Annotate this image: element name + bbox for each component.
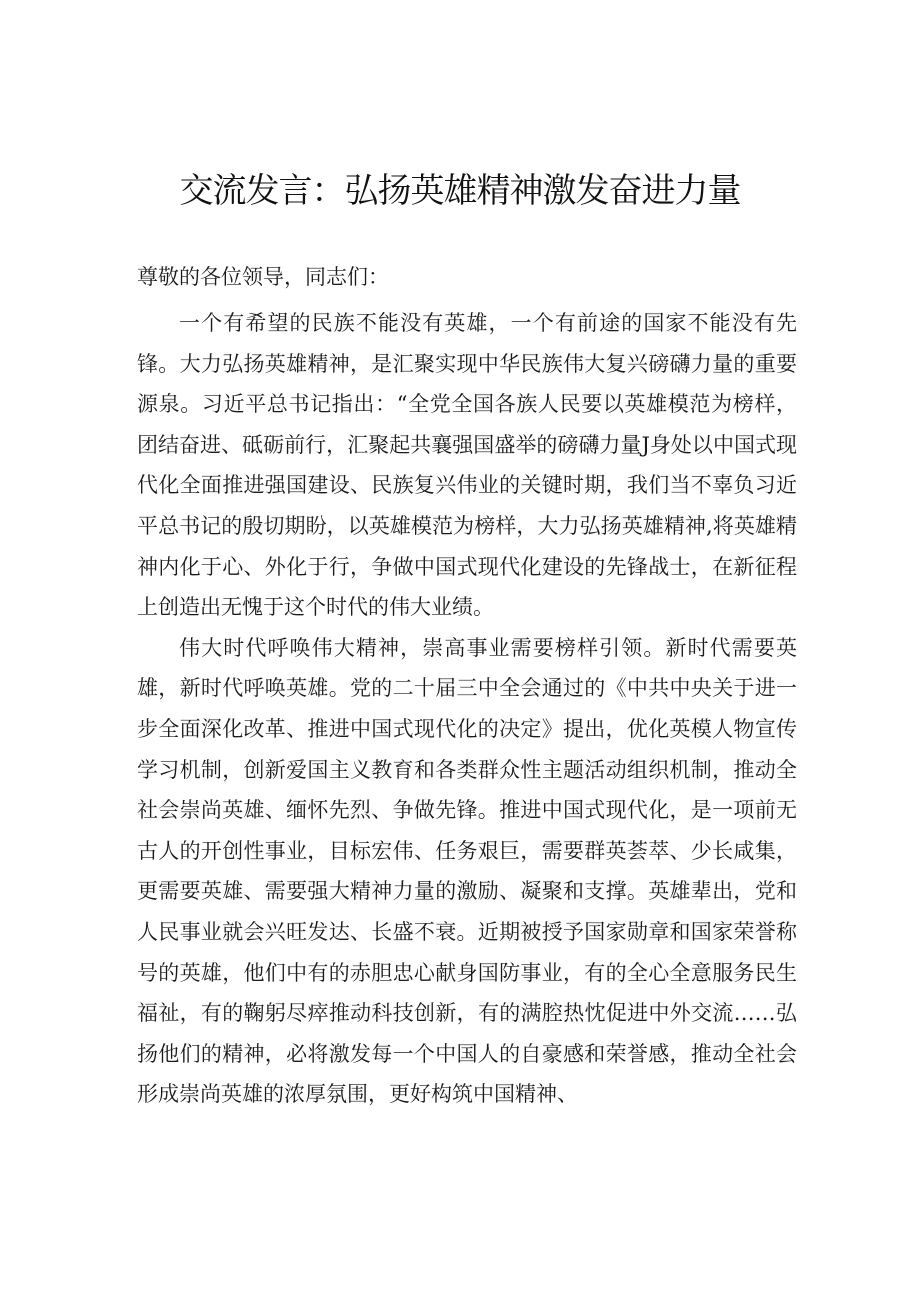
paragraph-1: 一个有希望的民族不能没有英雄，一个有前途的国家不能没有先锋。大力弘扬英雄精神，是汇聚实现中华民族伟大复兴磅礴力量的重要源泉。习近平总书记指出：“全党全国各族人民要以英雄模范为榜样，团结奋进、砥砺前行，汇聚起共襄强国盛举的磅礴力量J身处以中国式现代化全面推进强国建设、民族复兴伟业的关键时期，我们当不辜负习近平总书记的殷切期盼，以英雄模范为榜样，大力弘扬英雄精神,将英雄精神内化于心、外化于行，争做中国式现代化建设的先锋战士，在新征程上创造出无愧于这个时代的伟大业绩。 bbox=[137, 311, 797, 620]
salutation: 尊敬的各位领导，同志们： bbox=[137, 265, 389, 289]
body-paragraphs bbox=[137, 303, 797, 1115]
document-title: 交流发言：弘扬英雄精神激发奋进力量 bbox=[179, 171, 741, 211]
paragraph-2: 伟大时代呼唤伟大精神，崇高事业需要榜样引领。新时代需要英雄，新时代呼唤英雄。党的二十届三中全会通过的《中共中央关于进一步全面深化改革、推进中国式现代化的决定》提出，优化英模人物宣传学习机制，创新爱国主义教育和各类群众性主题活动组织机制，推动全社会崇尚英雄、缅怀先烈、争做先锋。推进中国式现代化，是一项前无古人的开创性事业，目标宏伟、任务艰巨，需要群英荟萃、少长咸集，更需要英雄、需要强大精神力量的激励、凝聚和支撑。英雄辈出，党和人民事业就会兴旺发达、长盛不衰。近期被授予国家勋章和国家荣誉称号的英雄，他们中有的赤胆忠心献身国防事业，有的全心全意服务民生福祉，有的鞠躬尽瘁推动科技创新，有的满腔热忱促进中外交流……弘扬他们的精神，必将激发每一个中国人的自豪感和荣誉感，推动全社会形成崇尚英雄的浓厚氛围，更好构筑中国精神、 bbox=[137, 635, 797, 1107]
